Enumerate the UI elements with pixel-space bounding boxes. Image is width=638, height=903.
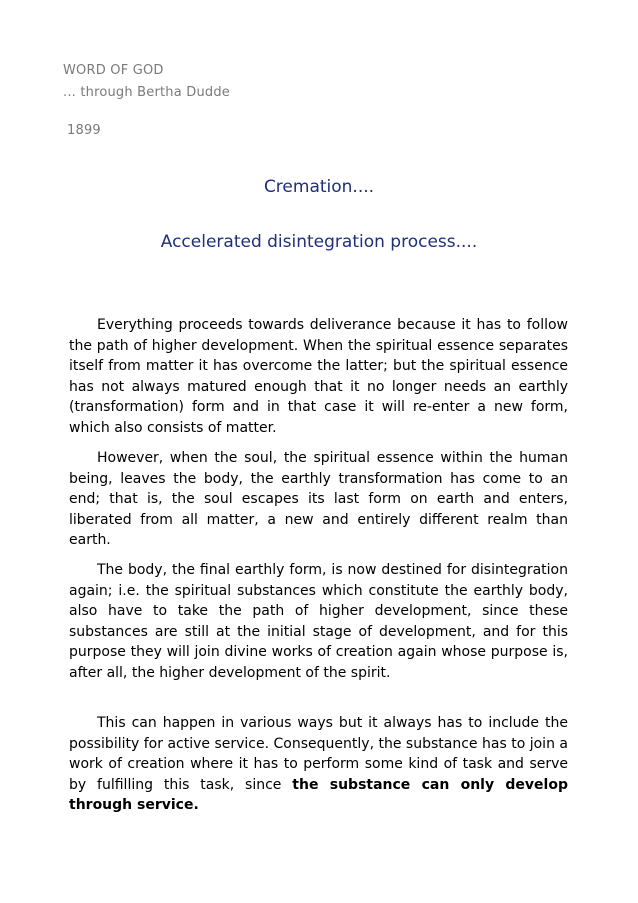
paragraph-4-bold: the substance can only develop through service. [69,776,568,813]
author-line: ... through Bertha Dudde [63,85,230,100]
page-subtitle: Accelerated disintegration process.... [160,232,478,252]
year-label: 1899 [67,123,101,138]
paragraph-4 [69,713,568,816]
source-header: WORD OF GOD [63,63,164,78]
paragraph-1: Everything proceeds towards deliverance because it has to follow the path of higher development. When the spiritual essence separates itself from matter it has overcome the latter; but the spiritual essence has not always matured enough that it no longer needs an earthly (transformation) form and in that case it will re-enter a new form, which also consists of matter. [69,317,568,436]
page-title: Cremation.... [263,177,375,197]
paragraph-4-text: This can happen in various ways but it always has to include the possibility for active service. Consequently, the substance has to join a work of creation where it has to perform some kind of task and serve by fulfilling this task, since [69,715,568,793]
paragraph-3: The body, the final earthly form, is now destined for disintegration again; i.e. the spiritual substances which constitute the earthly body, also have to take the path of higher development, since these substances are still at the initial stage of development, and for this purpose they will join divine works of creation again whose purpose is, after all, the higher development of the spirit. [69,562,568,681]
paragraph-2: However, when the soul, the spiritual essence within the human being, leaves the body, the earthly transformation has come to an end; that is, the soul escapes its last form on earth and enters, liberated from all matter, a new and entirely different realm than earth. [69,450,568,548]
